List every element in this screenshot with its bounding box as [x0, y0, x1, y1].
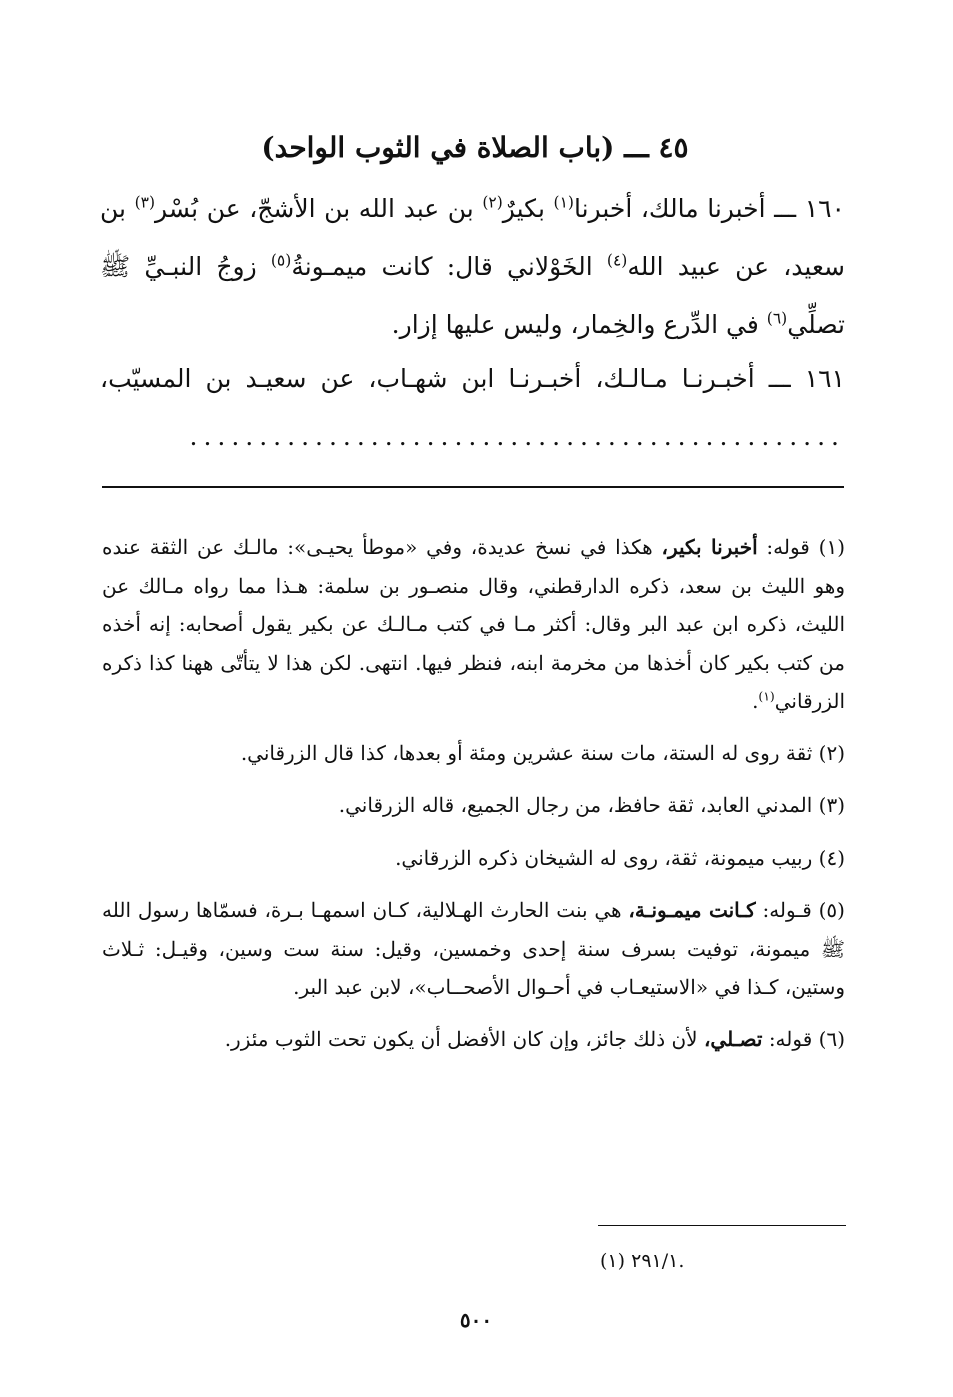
- hadith-text: بن عبد الله بن الأشجّ، عن بُسْر: [155, 194, 474, 223]
- hadith-text: أخبرنا مالك، أخبرنا: [573, 194, 766, 223]
- footnote-ref-5[interactable]: (٥): [270, 251, 292, 270]
- hadith-dash: ـــ: [774, 194, 797, 223]
- footnote-ref-1[interactable]: (١): [553, 193, 574, 212]
- hadith-dash: ـــ: [768, 364, 791, 393]
- subnote: [600, 1248, 846, 1274]
- hadith-text: الخَوْلاني قال: كانت ميمـونةُ: [291, 252, 593, 281]
- subnote-separator: [598, 1225, 846, 1226]
- hadith-number: ١٦١: [804, 364, 845, 393]
- footnote-text: المدني العابد، ثقة حافظ، من رجال الجميع، قاله الزرقاني.: [338, 793, 813, 817]
- footnote-5: [102, 891, 845, 1007]
- subnote-number: (١): [600, 1250, 626, 1272]
- footnote-number: (١): [818, 535, 846, 559]
- hadith-161: [100, 350, 845, 466]
- footnote-end: .: [752, 689, 759, 713]
- footnote-text: ثقة روى له الستة، مات سنة عشرين ومئة أو بعدها، كذا قال الزرقاني.: [240, 740, 813, 765]
- footnote-number: (٢): [818, 740, 845, 765]
- footnote-text: لأن ذلك جائز، وإن كان الأفضل أن يكون تحت الثوب مئزر.: [224, 1026, 698, 1051]
- chapter-heading: [150, 128, 800, 168]
- subnote-text: ٢٩١/١.: [631, 1250, 685, 1272]
- hadith-text: زوجُ النبـيِّ ﷺ تصلِّي: [100, 252, 845, 339]
- footnote-ref-2[interactable]: (٢): [482, 193, 503, 212]
- page-number: ٥٠٠: [459, 1308, 493, 1332]
- hadith-number: ١٦٠: [804, 194, 845, 223]
- subnote-ref[interactable]: (١): [758, 688, 775, 704]
- hadith-text: أخبـرنـا مـالـك، أخبـرنـا ابن شهـاب، عن سعيـد بن المسيّب،: [100, 364, 755, 393]
- footnote-number: (٥): [818, 898, 845, 922]
- footnote-lead: قوله:: [768, 1026, 813, 1051]
- footnote-ref-4[interactable]: (٤): [606, 251, 628, 270]
- hadith-160: [100, 180, 845, 354]
- chapter-dash: ـــ: [624, 131, 649, 164]
- chapter-title: (باب الصلاة في الثوب الواحد): [261, 131, 615, 164]
- footnote-6: [102, 1020, 845, 1059]
- footnote-1: [102, 528, 845, 721]
- footnote-number: (٦): [818, 1026, 845, 1051]
- footnote-ref-6[interactable]: (٦): [766, 309, 788, 328]
- footnote-text: هي بنت الحارث الهـلالية، كـان اسمهـا بـرة، فسمّاها رسول الله ﷺ ميمونة، توفيت بسرف سنة إحدى وخمسين، وقيل: سنة ست وسين، وقيـل: ثـلاث وستين، كـذا في «الاستيعـاب في أحـوال الأصحــاب»، لابن عبد البر.: [102, 898, 845, 999]
- footnote-text: هكذا في نسخ عديدة، وفي «موطأ يحيـى»: مالـك عن الثقة عنده وهو الليث بن سعد، ذكره الدارقطني، وقال منصـور بن سلمة: هـذا مما رواه مـالك عن الليث، ذكره ابن عبد البر وقال: أكثر مـا في كتب مـالـك عن بكير يقول أصحابه: إنه أخذه من كتب بكير كان أخذها من مخرمة ابنه، فنظر فيها. انتهى. لكن هذا لا يتأتّى ههنا كذا ذكره الزرقاني: [102, 535, 845, 713]
- hadith-text: بن سعيد، عن عبيد الله: [100, 194, 845, 281]
- footnote-2: [102, 734, 845, 773]
- hadith-text: بكيرٌ: [502, 194, 545, 223]
- footnote-number: (٣): [818, 793, 845, 817]
- footnote-3: [102, 786, 845, 825]
- footnote-4: [102, 839, 845, 878]
- footnote-lead: قـوله:: [762, 898, 812, 922]
- footnote-ref-3[interactable]: (٣): [134, 193, 156, 212]
- footnote-lead: قوله:: [766, 535, 810, 559]
- footnotes: [102, 528, 845, 1071]
- footnote-separator: [102, 486, 844, 488]
- footnote-keyword: كـانت ميمـونـة،: [628, 898, 756, 922]
- footnote-keyword: أخبرنا بكير،: [661, 535, 758, 559]
- footnote-number: (٤): [818, 845, 845, 870]
- continuation-dots: ...............................................: [189, 422, 845, 451]
- footnote-keyword: تصـلي،: [703, 1026, 763, 1051]
- hadith-text: في الدِّرع والخِمار، وليس عليها إزار.: [391, 310, 759, 339]
- footnote-text: ربيب ميمونة، ثقة، روى له الشيخان ذكره الزرقاني.: [395, 845, 813, 870]
- chapter-number: ٤٥: [658, 131, 689, 164]
